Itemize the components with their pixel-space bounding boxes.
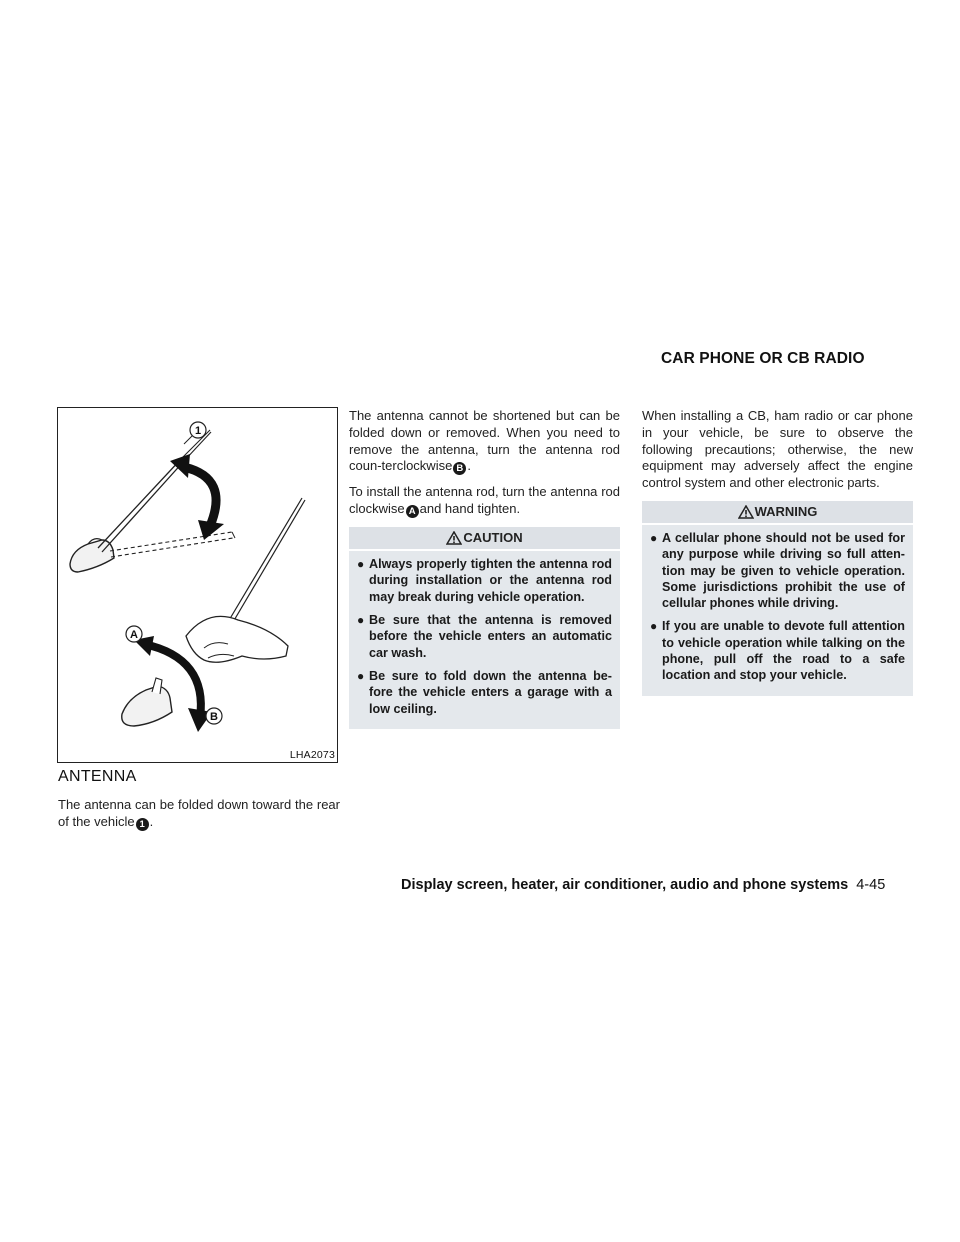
list-item: ● Be sure to fold down the antenna be-fore the vehicle enters a garage with a low ceiling. [357,668,612,716]
warning-panel [642,525,913,696]
caution-panel [349,551,620,729]
bullet-icon: ● [650,530,658,545]
caution-title: CAUTION [463,529,523,545]
install-paragraph: To install the antenna rod, turn the antenna rod clockwise A and hand tighten. [349,484,620,518]
callout-1: 1 [194,425,202,437]
bullet-icon: ● [650,619,658,634]
cb-radio-paragraph: When installing a CB, ham radio or car phone in your vehicle, be sure to observe the following precautions; otherwise, the new equipment may adversely affect the engine control system and other electronic parts. [642,408,913,491]
figure-code: LHA2073 [289,749,335,761]
column-3-text [642,408,913,696]
bullet-icon: ● [357,668,365,683]
warning-header [642,501,913,523]
remove-paragraph: The antenna cannot be shortened but can be folded down or removed. When you need to remove the antenna, turn the antenna rod coun-terclockwise B . [349,408,620,475]
ref-b-icon: B [453,462,466,475]
page-footer [401,877,885,893]
column-2-text [349,408,620,729]
section-heading: CAR PHONE OR CB RADIO [661,350,865,367]
antenna-drawing [58,408,339,764]
callout-a: A [130,629,138,641]
list-item: ● Always properly tighten the antenna rod during installation or the antenna rod may break during vehicle operation. [357,557,612,604]
warning-icon [738,505,754,519]
list-item: ● A cellular phone should not be used for any purpose while driving so full atten-tion may be given to vehicle operation. Some jurisdictions prohibit the use of cellular phones while driving. [650,530,905,611]
ref-1-icon: 1 [136,818,149,831]
bullet-icon: ● [357,613,365,628]
footer-title: Display screen, heater, air conditioner, audio and phone systems [401,877,849,893]
caution-header [349,527,620,549]
ref-a-icon: A [406,505,419,518]
antenna-intro: The antenna can be folded down toward the rear of the vehicle 1 . [58,797,340,830]
warning-title: WARNING [754,503,818,519]
list-item: ● If you are unable to devote full attention to vehicle operation while talking on the phone, pull off the road to a safe location and stop your vehicle. [650,619,905,683]
caution-icon [446,531,462,545]
page-number: 4-45 [856,877,886,893]
list-item: ● Be sure that the antenna is removed before the vehicle enters an automatic car wash. [357,613,612,660]
antenna-illustration [57,407,338,763]
bullet-icon: ● [357,557,365,572]
column-1-text [58,797,340,840]
callout-b: B [210,711,218,723]
antenna-heading: ANTENNA [58,768,137,785]
